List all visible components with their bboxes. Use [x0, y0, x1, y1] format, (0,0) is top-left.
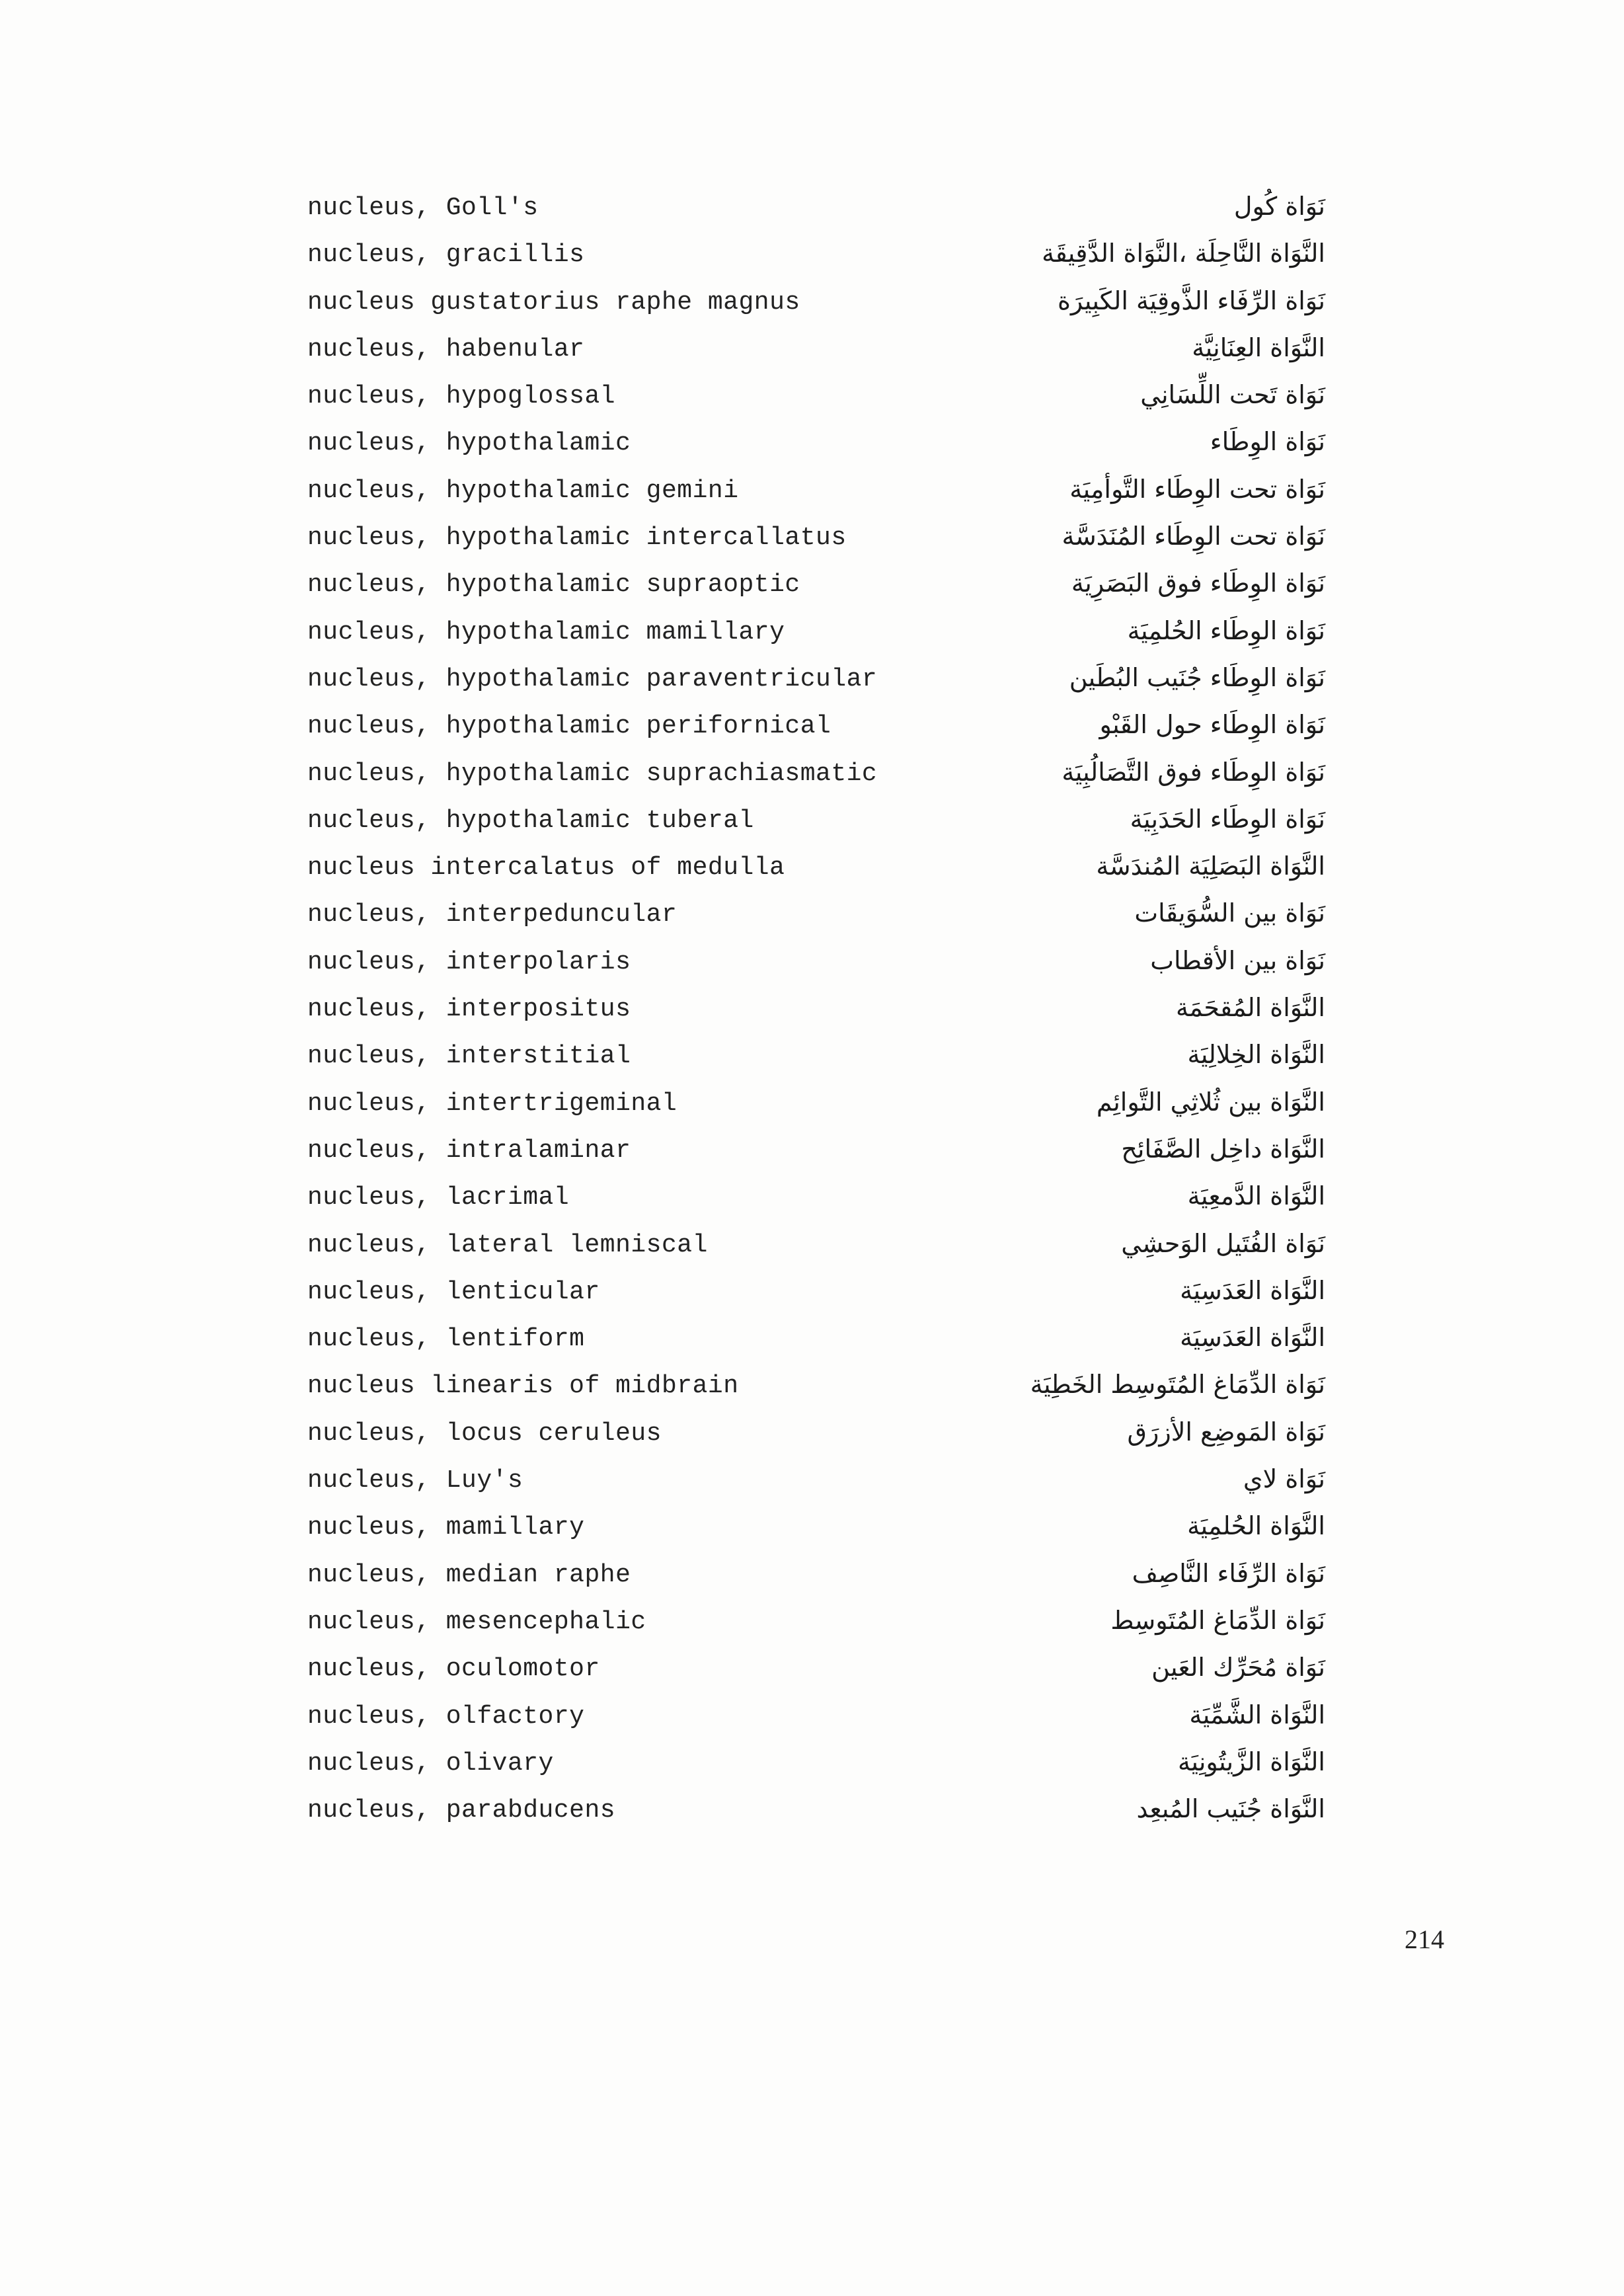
- english-term: nucleus, interpositus: [307, 995, 631, 1024]
- english-term: nucleus, hypothalamic: [307, 429, 631, 458]
- arabic-term: نَوَاة بين الأقطاب: [1150, 945, 1325, 975]
- english-term: nucleus, mamillary: [307, 1513, 585, 1542]
- glossary-entry: [307, 1417, 1325, 1464]
- arabic-term: نَوَاة المَوضِع الأزرَق: [1127, 1417, 1325, 1446]
- arabic-term: نَوَاة لاي: [1243, 1464, 1325, 1494]
- glossary-entry: [307, 1511, 1325, 1558]
- arabic-term: نَوَاة الوِطَاء: [1210, 427, 1325, 457]
- glossary-entry: [307, 1323, 1325, 1370]
- glossary-entry: [307, 663, 1325, 710]
- arabic-term: نَوَاة الرِّفَاء الذَّوقِيَة الكَبِيرَة: [1058, 286, 1325, 315]
- english-term: nucleus, intralaminar: [307, 1136, 631, 1165]
- glossary-entry: [307, 1276, 1325, 1323]
- arabic-term: النَّوَاة الزَّيتُونِيَة: [1178, 1747, 1325, 1776]
- glossary-entry: [307, 522, 1325, 569]
- english-term: nucleus, gracillis: [307, 241, 585, 270]
- arabic-term: النَّوَاة الحُلمِيَة: [1187, 1511, 1325, 1541]
- english-term: nucleus, lateral lemniscal: [307, 1230, 708, 1259]
- glossary-entry: [307, 569, 1325, 615]
- english-term: nucleus, median raphe: [307, 1560, 631, 1589]
- glossary-entry: [307, 1181, 1325, 1228]
- english-term: nucleus, parabducens: [307, 1796, 616, 1825]
- english-term: nucleus, oculomotor: [307, 1655, 600, 1684]
- arabic-term: نَوَاة مُحَرِّك العَين: [1151, 1653, 1325, 1682]
- arabic-term: النَّوَاة العِنَانِيَّة: [1192, 333, 1325, 362]
- glossary-entry: [307, 851, 1325, 898]
- english-term: nucleus, hypothalamic supraoptic: [307, 571, 800, 600]
- arabic-term: النَّوَاة بين ثُلاثِي التَّوائِم: [1096, 1087, 1325, 1117]
- glossary-entry: [307, 1794, 1325, 1841]
- english-term: nucleus, hypothalamic mamillary: [307, 617, 785, 647]
- glossary-entry: [307, 1370, 1325, 1417]
- arabic-term: نَوَاة الوِطَاء فوق التَّصَالُبِيَة: [1062, 757, 1325, 787]
- glossary-entry: [307, 427, 1325, 474]
- page-number: 214: [1405, 1924, 1444, 1954]
- english-term: nucleus, hypothalamic gemini: [307, 476, 739, 505]
- english-term: nucleus, lenticular: [307, 1277, 600, 1306]
- glossary-entry: [307, 1040, 1325, 1087]
- glossary-entry: [307, 1559, 1325, 1606]
- glossary-entry: [307, 1134, 1325, 1181]
- arabic-term: نَوَاة الدِّمَاغ المُتَوسِط الخَطِيَة: [1030, 1370, 1325, 1400]
- english-term: nucleus, hypothalamic perifornical: [307, 712, 831, 741]
- english-term: nucleus, locus ceruleus: [307, 1419, 662, 1448]
- arabic-term: النَّوَاة العَدَسِيَة: [1180, 1275, 1325, 1305]
- english-term: nucleus, lentiform: [307, 1325, 585, 1354]
- arabic-term: نَوَاة تحت الوِطَاء المُنَدَسَّة: [1062, 522, 1325, 551]
- arabic-term: النَّوَاة العَدَسِيَة: [1180, 1323, 1325, 1353]
- glossary-entry: [307, 1747, 1325, 1794]
- arabic-term: النَّوَاة داخِل الصَّفَائِح: [1121, 1134, 1325, 1164]
- english-term: nucleus, hypothalamic suprachiasmatic: [307, 759, 878, 788]
- arabic-term: نَوَاة بين السُّوَيقَات: [1134, 898, 1325, 928]
- english-term: nucleus, hypothalamic paraventricular: [307, 664, 878, 693]
- english-term: nucleus linearis of midbrain: [307, 1372, 739, 1401]
- arabic-term: نَوَاة تَحت اللِّسَانِي: [1140, 380, 1325, 410]
- glossary-entry: [307, 758, 1325, 805]
- glossary-entry: [307, 616, 1325, 663]
- english-term: nucleus, interpeduncular: [307, 900, 677, 930]
- english-term: nucleus, olivary: [307, 1749, 554, 1778]
- arabic-term: نَوَاة كُول: [1233, 192, 1325, 221]
- arabic-term: نَوَاة الوِطَاء الحُلمِيَة: [1127, 615, 1325, 645]
- english-term: nucleus, interstitial: [307, 1042, 631, 1071]
- arabic-term: نَوَاة الوِطَاء فوق البَصَرِيَة: [1071, 569, 1325, 598]
- english-term: nucleus, habenular: [307, 335, 585, 364]
- english-term: nucleus, lacrimal: [307, 1183, 570, 1212]
- arabic-term: نَوَاة الوِطَاء حول القَبْو: [1099, 710, 1325, 740]
- glossary-entry: [307, 805, 1325, 851]
- arabic-term: نَوَاة الفُتَيل الوَحشِي: [1121, 1228, 1325, 1258]
- glossary-entry: [307, 898, 1325, 945]
- arabic-term: النَّوَاة الدَّمعِيَة: [1187, 1181, 1325, 1211]
- glossary-entry: [307, 239, 1325, 286]
- arabic-term: النَّوَاة الشَّمِّيَة: [1189, 1700, 1325, 1729]
- glossary-entry: [307, 286, 1325, 333]
- arabic-term: نَوَاة الوِطَاء الحَدَبِيَة: [1130, 804, 1325, 834]
- glossary-entry: [307, 1229, 1325, 1276]
- glossary-entry: [307, 1653, 1325, 1700]
- english-term: nucleus, hypoglossal: [307, 382, 616, 411]
- glossary-entry: [307, 1700, 1325, 1747]
- english-term: nucleus intercalatus of medulla: [307, 853, 785, 883]
- english-term: nucleus, mesencephalic: [307, 1607, 646, 1636]
- glossary-entry: [307, 710, 1325, 757]
- glossary-entry: [307, 946, 1325, 993]
- glossary-entry: [307, 1464, 1325, 1511]
- arabic-term: النَّوَاة النَّاحِلَة ،النَّوَاة الدَّقِيقَة: [1042, 239, 1325, 268]
- english-term: nucleus, interpolaris: [307, 947, 631, 976]
- english-term: nucleus, hypothalamic intercallatus: [307, 524, 847, 553]
- arabic-term: نَوَاة تحت الوِطَاء التَّوأمِيَة: [1069, 474, 1325, 504]
- english-term: nucleus, Goll's: [307, 194, 539, 222]
- arabic-term: النَّوَاة جُنَيب المُبعِد: [1136, 1794, 1325, 1824]
- glossary-entry: [307, 380, 1325, 427]
- glossary-entry: [307, 333, 1325, 380]
- arabic-term: النَّوَاة المُقحَمَة: [1176, 993, 1325, 1023]
- arabic-term: نَوَاة الرِّفَاء النَّاصِف: [1132, 1558, 1325, 1588]
- arabic-term: نَوَاة الدِّمَاغ المُتَوسِط: [1110, 1605, 1325, 1635]
- arabic-term: النَّوَاة البَصَلِيَة المُندَسَّة: [1096, 851, 1325, 881]
- english-term: nucleus, intertrigeminal: [307, 1089, 677, 1118]
- glossary-entry: [307, 1088, 1325, 1134]
- arabic-term: نَوَاة الوِطَاء جُنَيب البُطَين: [1069, 662, 1325, 692]
- arabic-term: النَّوَاة الخِلالِيَة: [1187, 1040, 1325, 1070]
- glossary-entry: [307, 993, 1325, 1040]
- glossary-entries: [307, 192, 1325, 1841]
- english-term: nucleus gustatorius raphe magnus: [307, 288, 800, 317]
- english-term: nucleus, hypothalamic tuberal: [307, 806, 754, 835]
- glossary-entry: [307, 192, 1325, 239]
- glossary-entry: [307, 1606, 1325, 1653]
- english-term: nucleus, olfactory: [307, 1702, 585, 1731]
- english-term: nucleus, Luy's: [307, 1466, 523, 1495]
- glossary-entry: [307, 475, 1325, 522]
